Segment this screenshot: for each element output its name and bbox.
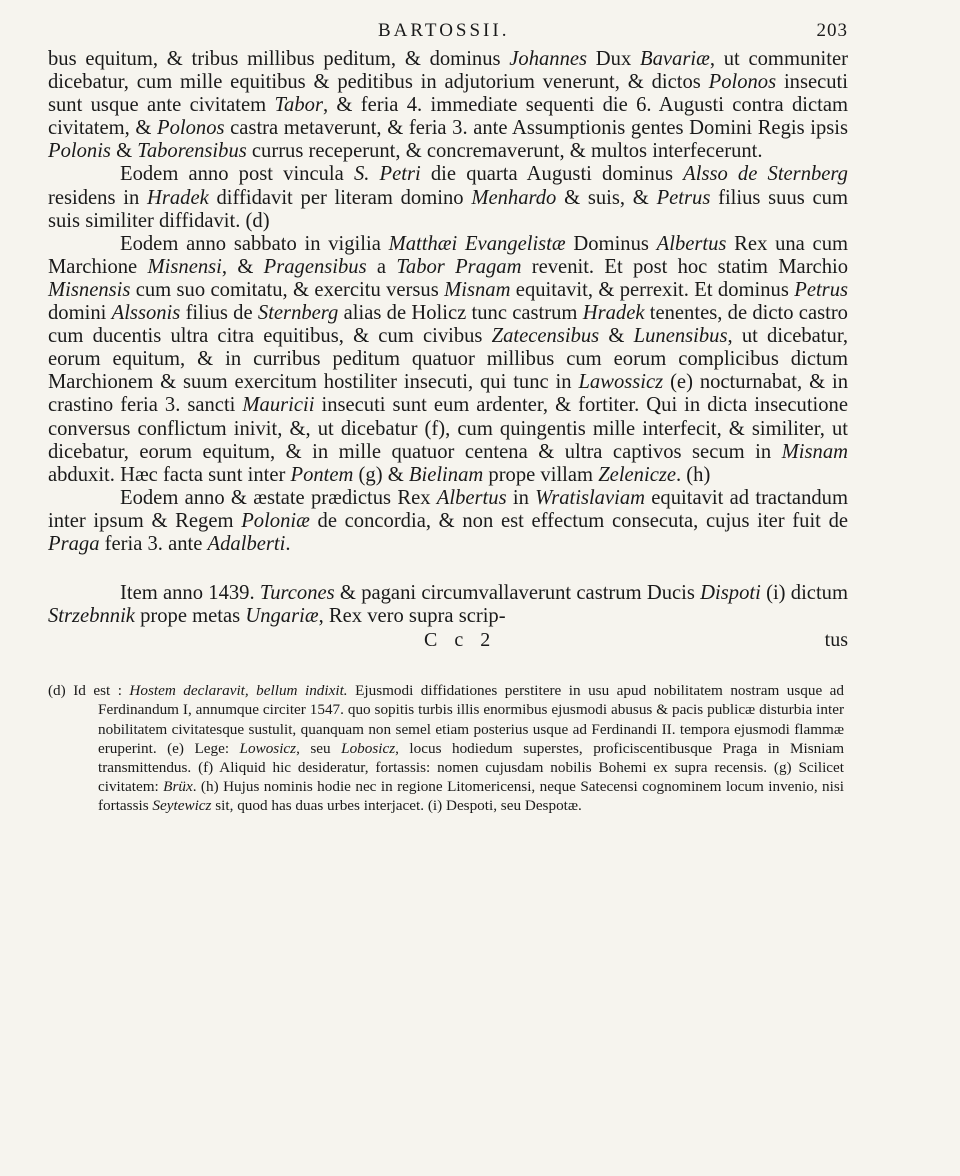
italic-text: Alsso de Sternberg — [683, 163, 848, 186]
text-run: , seu — [296, 739, 342, 757]
paragraph-p4 — [48, 487, 848, 556]
italic-text: Bielinam — [408, 463, 484, 486]
text-run: bus equitum, & tribus millibus peditum, & dominus — [48, 48, 510, 70]
paragraph-p3 — [48, 233, 848, 487]
text-run: equitavit ad tractandum inter ipsum & Regem — [48, 486, 848, 532]
printer-signature: C c 2 — [424, 629, 497, 652]
italic-text: Lowosicz — [239, 739, 297, 757]
italic-text: Matthæi Evangelistæ — [388, 232, 566, 255]
italic-text: Polonos — [157, 117, 225, 140]
text-run: (e) nocturnabat, & in crastino feria 3. sancti — [48, 371, 848, 417]
italic-text: Strzebnnik — [48, 605, 135, 628]
text-run: . (h) Hujus nominis hodie nec in regione Litomericensi, neque Satecensi cognominem locum invenio, nisi fortassis — [98, 778, 844, 815]
text-run: Dominus — [565, 232, 657, 255]
text-run: & suis, & — [556, 186, 657, 209]
footnote — [48, 681, 844, 815]
text-run: revenit. Et post hoc statim Marchio — [521, 255, 849, 278]
text-run: a — [366, 255, 397, 278]
text-run: equitavit, & perrexit. Et dominus — [510, 278, 795, 301]
text-run: Item anno 1439. — [120, 582, 260, 605]
text-run: domini — [48, 302, 112, 325]
italic-text: Sternberg — [257, 302, 339, 325]
italic-text: Misnensis — [48, 278, 131, 301]
text-run: Eodem anno post vincula — [120, 163, 354, 186]
text-run: castra metaverunt, & feria 3. ante Assumptionis gentes Domini Regis ipsis — [224, 117, 848, 140]
italic-text: Wratislaviam — [535, 486, 646, 509]
italic-text: Menhardo — [471, 186, 557, 209]
italic-text: Taborensibus — [137, 140, 247, 163]
italic-text: Seytewicz — [152, 797, 212, 815]
text-run: , & — [221, 255, 264, 278]
text-run: Eodem anno & æstate prædictus Rex — [120, 486, 437, 509]
italic-text: Turcones — [259, 582, 335, 605]
text-run: prope villam — [483, 463, 599, 486]
italic-text: Johannes — [509, 48, 588, 70]
page-number: 203 — [816, 20, 848, 41]
text-run: , ut dicebatur, eorum equitum, & in curribus peditum quatuor millibus cum eorum complicibus dictum Marchionem & suum exercitum hostiliter insecuti, qui tunc in — [48, 325, 848, 394]
text-run: alias de Holicz tunc castrum — [338, 302, 583, 325]
italic-text: Tabor Pragam — [396, 255, 522, 278]
text-run: Ejusmodi diffidationes perstitere in usu apud nobilitatem nostram usque ad Ferdinandum I, annumque circiter 1547. quo sopitis turbis illis enormibus ejusmodi abusus & pacis publicæ disturbia inter nobilitatem civitatesque sustulit, quanquam non semel etiam posterius usque ad Ferdinandi II. tempora ejusmodi flammæ eruperint. (e) Lege: — [98, 682, 845, 757]
text-run: filius de — [180, 302, 258, 325]
text-run: & — [110, 140, 138, 163]
text-run: (g) & — [353, 463, 409, 486]
italic-text: Pontem — [290, 463, 354, 486]
running-head — [48, 14, 848, 48]
text-run: & pagani circumvallaverunt castrum Ducis — [334, 582, 701, 605]
text-run: & — [599, 325, 634, 348]
italic-text: Zatecensibus — [491, 325, 600, 348]
italic-text: Poloniæ — [241, 509, 310, 532]
main-text — [48, 48, 848, 628]
paragraph-p5 — [48, 582, 848, 628]
text-run: abduxit. Hæc facta sunt inter — [48, 463, 291, 486]
signature-line — [48, 629, 848, 651]
text-run: cum suo comitatu, & exercitu versus — [130, 278, 445, 301]
footnotes — [48, 681, 848, 815]
italic-text: Bavariæ — [640, 48, 710, 70]
italic-text: S. Petri — [353, 163, 421, 186]
text-run: de concordia, & non est effectum consecuta, cujus iter fuit de — [309, 509, 849, 532]
text-run: . (h) — [676, 463, 711, 486]
text-run: Dux — [587, 48, 641, 70]
paragraph-p1 — [48, 48, 848, 163]
italic-text: Praga — [48, 532, 100, 555]
text-run: , ut communiter dicebatur, cum mille equitibus & peditibus in adjutorium venerunt, & dictos — [48, 48, 848, 94]
italic-text: Hradek — [582, 302, 645, 325]
italic-text: Zelenicze — [598, 463, 676, 486]
text-run: residens in — [48, 186, 147, 209]
text-run: , locus hodiedum superstes, proficiscentibusque Praga in Misniam transmittendus. (f) Aliquid hic desideratur, fortassis: nomen cujusdam nobilis Bohemi ex supra recensis. (g) Scilicet civitatem: — [98, 739, 845, 796]
italic-text: Petrus — [656, 186, 711, 209]
italic-text: Dispoti — [700, 582, 761, 605]
text-run: Eodem anno sabbato in vigilia — [120, 232, 389, 255]
text-run: die quarta Augusti dominus — [420, 163, 684, 186]
text-run: tenentes, de dicto castro cum ducentis ultra citra equitibus, & cum civibus — [48, 302, 848, 348]
text-run: currus receperunt, & concremaverunt, & multos interfecerunt. — [246, 140, 763, 163]
paragraph-p2 — [48, 163, 848, 232]
text-run: diffidavit per literam domino — [208, 186, 472, 209]
text-run: , Rex vero supra scrip- — [318, 605, 506, 628]
italic-text: Hostem declaravit, bellum indixit. — [129, 682, 348, 700]
italic-text: Misnam — [444, 278, 511, 301]
text-run: sit, quod has duas urbes interjacet. (i) Despoti, seu Despotæ. — [211, 797, 582, 815]
text-run: , & feria 4. immediate sequenti die 6. Augusti contra dictam civitatem, & — [48, 94, 848, 140]
italic-text: Hradek — [147, 186, 209, 209]
italic-text: Albertus — [436, 486, 507, 509]
italic-text: Pragensibus — [263, 255, 367, 278]
italic-text: Brüx — [163, 778, 193, 796]
text-run: prope metas — [134, 605, 246, 628]
catchword: tus — [824, 629, 848, 652]
italic-text: Mauricii — [242, 394, 315, 417]
italic-text: Lobosicz — [341, 739, 396, 757]
italic-text: Lawossicz — [578, 371, 664, 394]
italic-text: Misnensi — [147, 255, 222, 278]
italic-text: Albertus — [656, 232, 727, 255]
text-run: insecuti sunt usque ante civitatem — [48, 71, 849, 117]
text-run: (i) dictum — [760, 582, 848, 605]
text-run: filius suus cum suis similiter diffidavit. (d) — [48, 186, 848, 232]
italic-text: Lunensibus — [633, 325, 728, 348]
italic-text: Petrus — [794, 278, 849, 301]
italic-text: Alssonis — [111, 302, 181, 325]
text-run: in — [506, 486, 536, 509]
text-run: insecuti sunt eum ardenter, & fortiter. Qui in dicta insecutione conversus conflictum inivit, &, ut dicebatur (f), cum quingentis mille interfecit, & similiter, ut dicebatur, eorum equitum, & in mille quatuor centena & ultra captivos secum in — [48, 394, 848, 463]
italic-text: Adalberti — [207, 532, 286, 555]
italic-text: Polonis — [48, 140, 111, 163]
italic-text: Tabor — [274, 94, 323, 117]
text-run: feria 3. ante — [99, 532, 208, 555]
text-run: Rex una cum Marchione — [48, 232, 849, 278]
running-title: BARTOSSII. — [378, 20, 510, 41]
text-run: . — [285, 532, 291, 555]
text-run: (d) Id est : — [48, 682, 130, 700]
italic-text: Ungariæ — [245, 605, 319, 628]
italic-text: Misnam — [781, 440, 848, 463]
italic-text: Polonos — [708, 71, 777, 94]
